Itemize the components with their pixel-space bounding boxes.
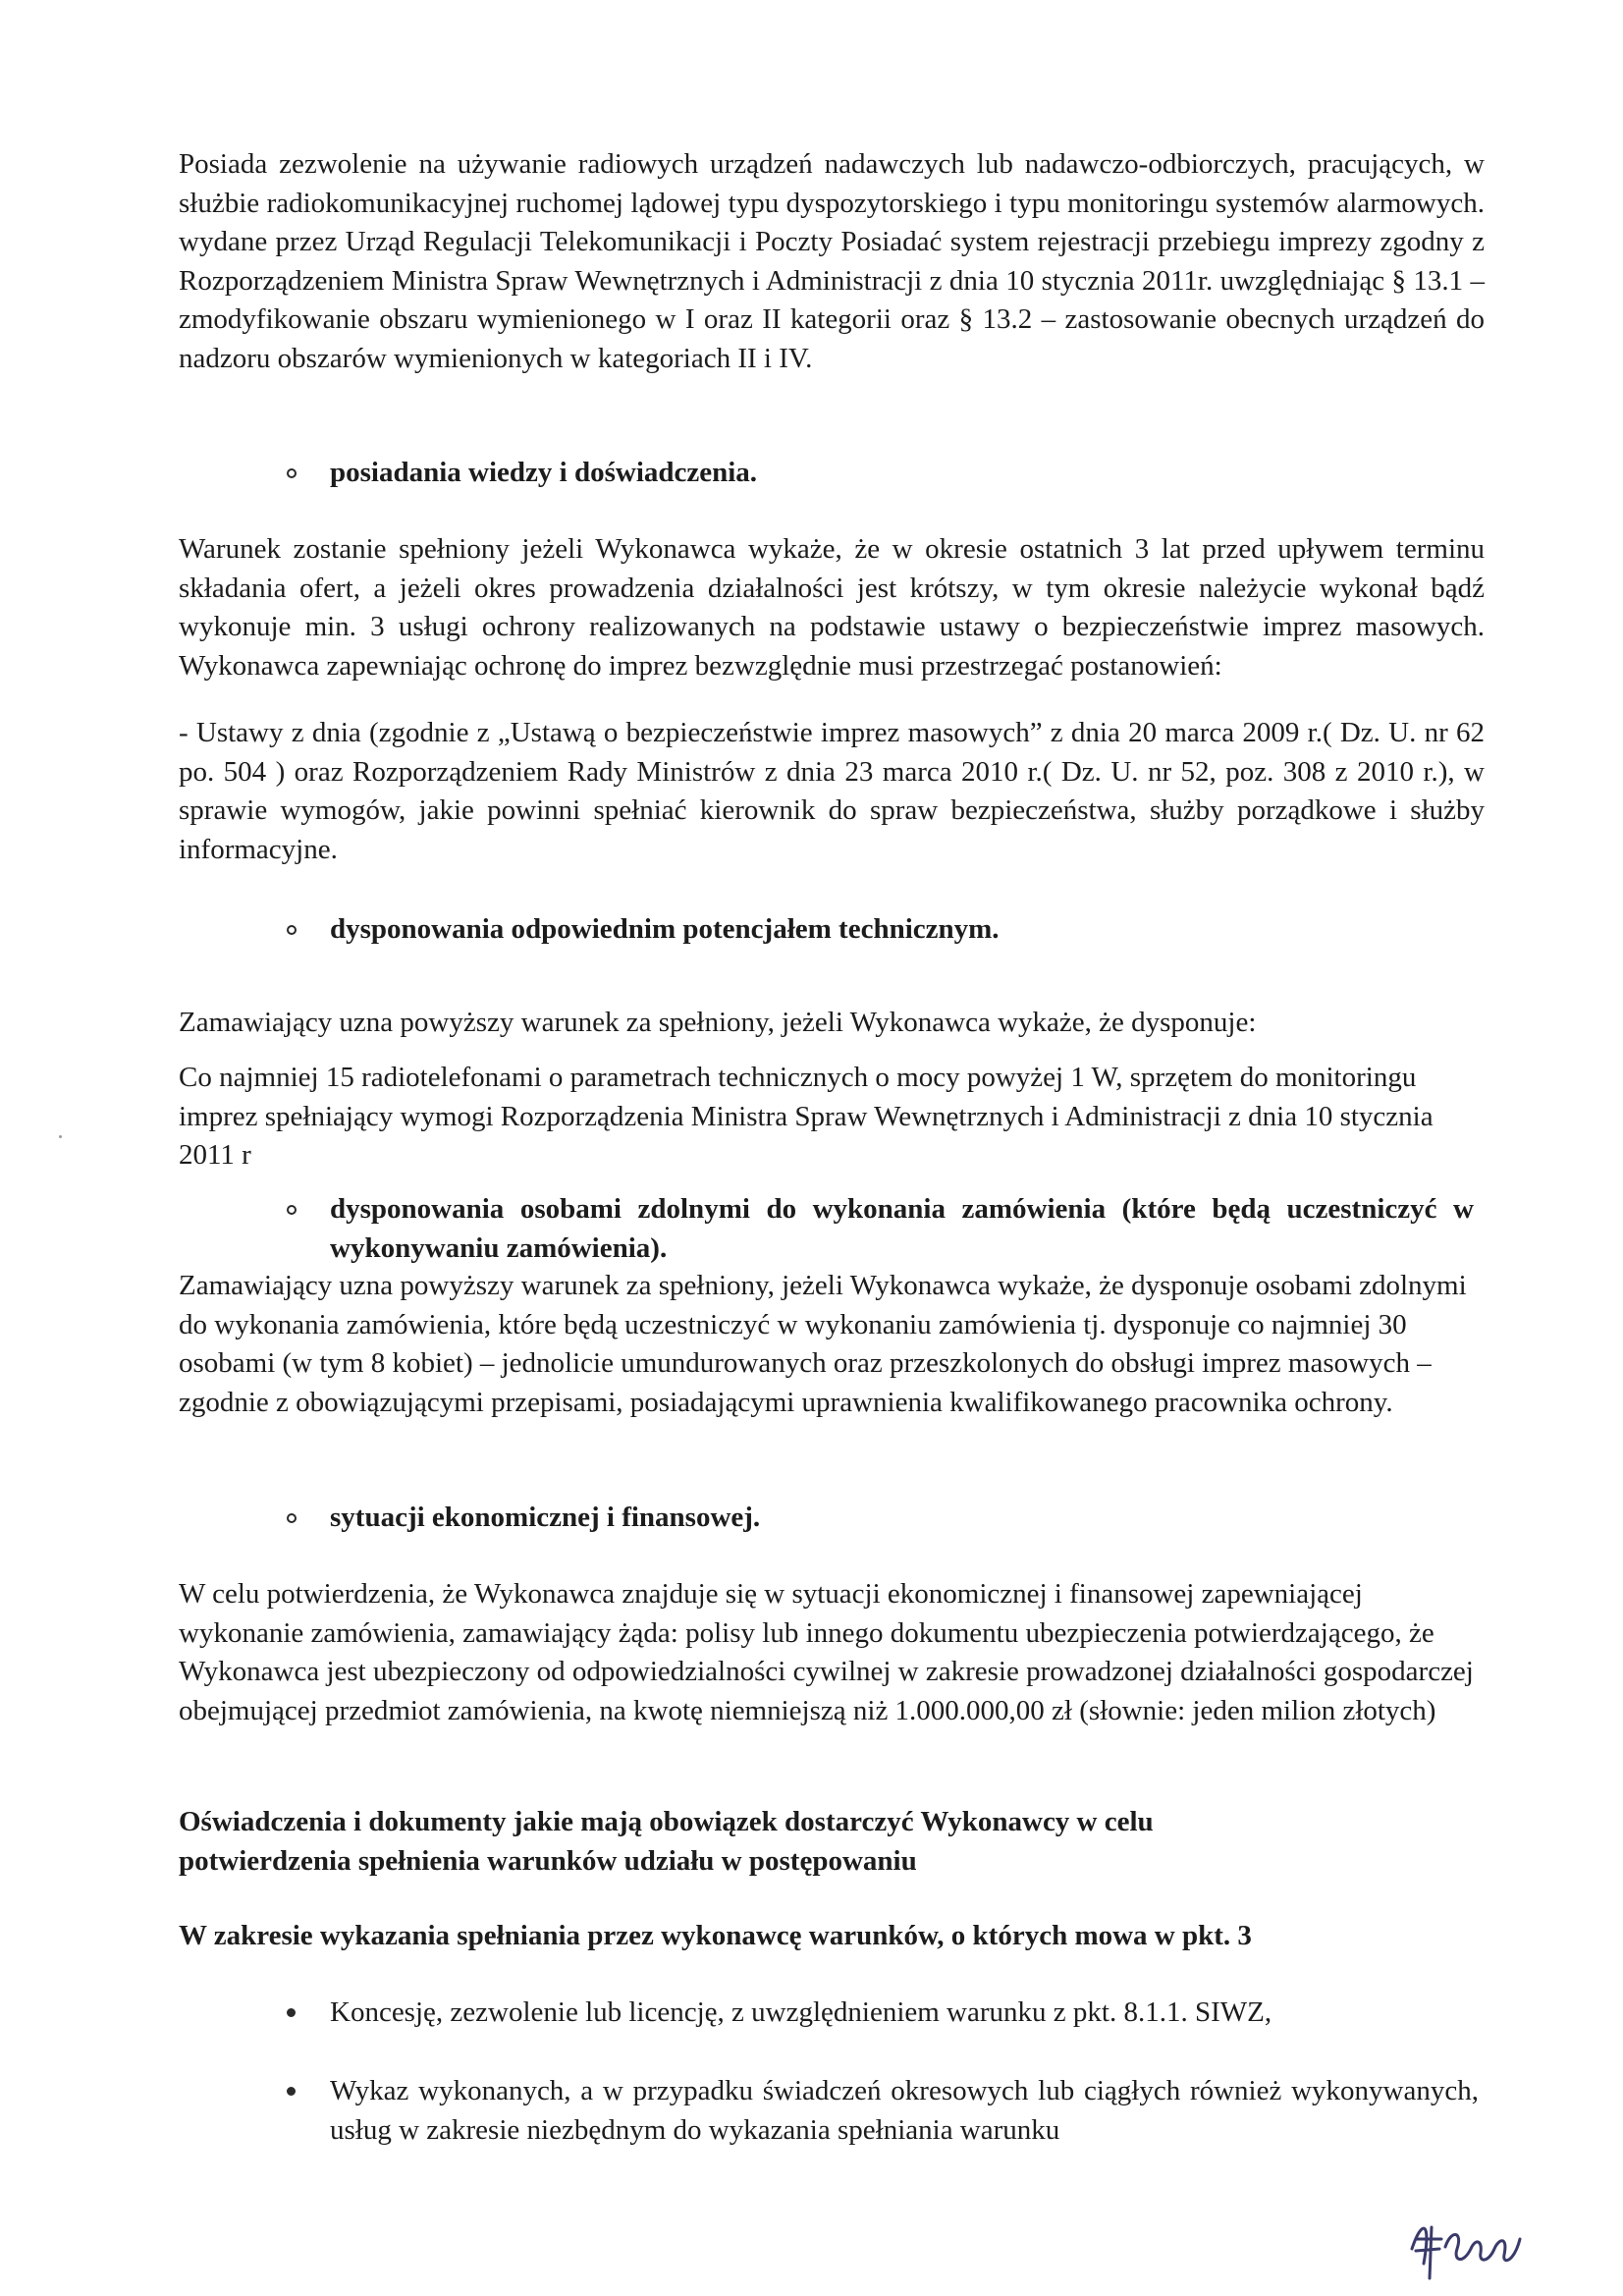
heading-statements: Oświadczenia i dokumenty jakie mają obowiązek dostarczyć Wykonawcy w celu potwierdzenia spełnienia warunków udziału w postępowaniu	[179, 1806, 1154, 1877]
list-item-concession-label: Koncesję, zezwolenie lub licencję, z uwzględnieniem warunku z pkt. 8.1.1. SIWZ,	[330, 1996, 1272, 2028]
signature-initials-icon	[1402, 2210, 1530, 2288]
list-item-service-list-label: Wykaz wykonanych, a w przypadku świadczeń okresowych lub ciągłych również wykonywanych, usług w zakresie niezbędnym do wykazania spełniania warunku	[330, 2075, 1479, 2146]
bullet-heading-technical	[330, 910, 1488, 950]
bullet-heading-economic-label: sytuacji ekonomicznej i finansowej.	[330, 1502, 761, 1533]
paragraph-radiotelephones: Co najmniej 15 radiotelefonami o parametrach technicznych o mocy powyżej 1 W, sprzętem do monitoringu imprez spełniający wymogi Rozporządzenia Ministra Spraw Wewnętrznych i Administracji z dnia 10 stycznia 2011 r	[179, 1062, 1434, 1171]
paragraph-technical-intro: Zamawiający uzna powyższy warunek za spełniony, jeżeli Wykonawca wykaże, że dysponuje:	[179, 1007, 1257, 1038]
heading-scope: W zakresie wykazania spełniania przez wykonawcę warunków, o których mowa w pkt. 3	[179, 1920, 1252, 1951]
bullet-icon	[287, 1513, 297, 1523]
bullet-heading-economic	[330, 1499, 1488, 1538]
bullet-icon	[287, 925, 297, 935]
paragraph-condition-experience: Warunek zostanie spełniony jeżeli Wykonawca wykaże, że w okresie ostatnich 3 lat przed upływem terminu składania ofert, a jeżeli okres prowadzenia działalności jest krótszy, w tym okresie należycie wykonał bądź wykonuje min. 3 usługi ochrony realizowanych na podstawie ustawy o bezpieczeństwie imprez masowych. Wykonawca zapewniając ochronę do imprez bezwzględnie musi przestrzegać postanowień:	[179, 533, 1485, 682]
bullet-icon	[287, 2087, 296, 2096]
bullet-heading-technical-label: dysponowania odpowiednim potencjałem technicznym.	[330, 913, 1000, 945]
paragraph-permit: Posiada zezwolenie na używanie radiowych urządzeń nadawczych lub nadawczo-odbiorczych, pracujących, w służbie radiokomunikacyjnej ruchomej lądowej typu dyspozytorskiego i typu monitoringu systemów alarmowych. wydane przez Urząd Regulacji Telekomunikacji i Poczty Posiadać system rejestracji przebiegu imprezy zgodny z Rozporządzeniem Ministra Spraw Wewnętrznych i Administracji z dnia 10 stycznia 2011r. uwzględniając § 13.1 – zmodyfikowanie obszaru wymienionego w I oraz II kategorii oraz § 13.2 – zastosowanie obecnych urządzeń do nadzoru obszarów wymienionych w kategoriach II i IV.	[179, 148, 1485, 374]
list-item-concession	[330, 1994, 1488, 2033]
paragraph-insurance: W celu potwierdzenia, że Wykonawca znajduje się w sytuacji ekonomicznej i finansowej zapewniającej wykonanie zamówienia, zamawiający żąda: polisy lub innego dokumentu ubezpieczenia potwierdzającego, że Wykonawca jest ubezpieczony od odpowiedzialności cywilnej w zakresie prowadzonej działalności gospodarczej obejmującej przedmiot zamówienia, na kwotę niemniejszą niż 1.000.000,00 zł (słownie: jeden milion złotych)	[179, 1578, 1474, 1726]
bullet-heading-knowledge	[330, 454, 1488, 493]
bullet-icon	[287, 1205, 297, 1215]
scan-speck	[59, 1135, 62, 1138]
paragraph-persons: Zamawiający uzna powyższy warunek za spełniony, jeżeli Wykonawca wykaże, że dysponuje osobami zdolnymi do wykonania zamówienia, które będą uczestniczyć w wykonaniu zamówienia tj. dysponuje co najmniej 30 osobami (w tym 8 kobiet) – jednolicie umundurowanych oraz przeszkolonych do obsługi imprez masowych – zgodnie z obowiązującymi przepisami, posiadającymi uprawnienia kwalifikowanego pracownika ochrony.	[179, 1270, 1467, 1418]
bullet-heading-knowledge-label: posiadania wiedzy i doświadczenia.	[330, 457, 758, 488]
bullet-heading-persons-label: dysponowania osobami zdolnymi do wykonania zamówienia (które będą uczestniczyć w wykonywaniu zamówienia).	[330, 1193, 1474, 1264]
bullet-icon	[287, 468, 297, 478]
list-item-service-list	[330, 2072, 1479, 2150]
paragraph-act-reference: - Ustawy z dnia (zgodnie z „Ustawą o bezpieczeństwie imprez masowych” z dnia 20 marca 2009 r.( Dz. U. nr 62 po. 504 ) oraz Rozporządzeniem Rady Ministrów z dnia 23 marca 2010 r.( Dz. U. nr 52, poz. 308 z 2010 r.), w sprawie wymogów, jakie powinni spełniać kierownik do spraw bezpieczeństwa, służby porządkowe i służby informacyjne.	[179, 717, 1485, 865]
bullet-icon	[287, 2008, 296, 2017]
bullet-heading-persons	[330, 1190, 1474, 1268]
